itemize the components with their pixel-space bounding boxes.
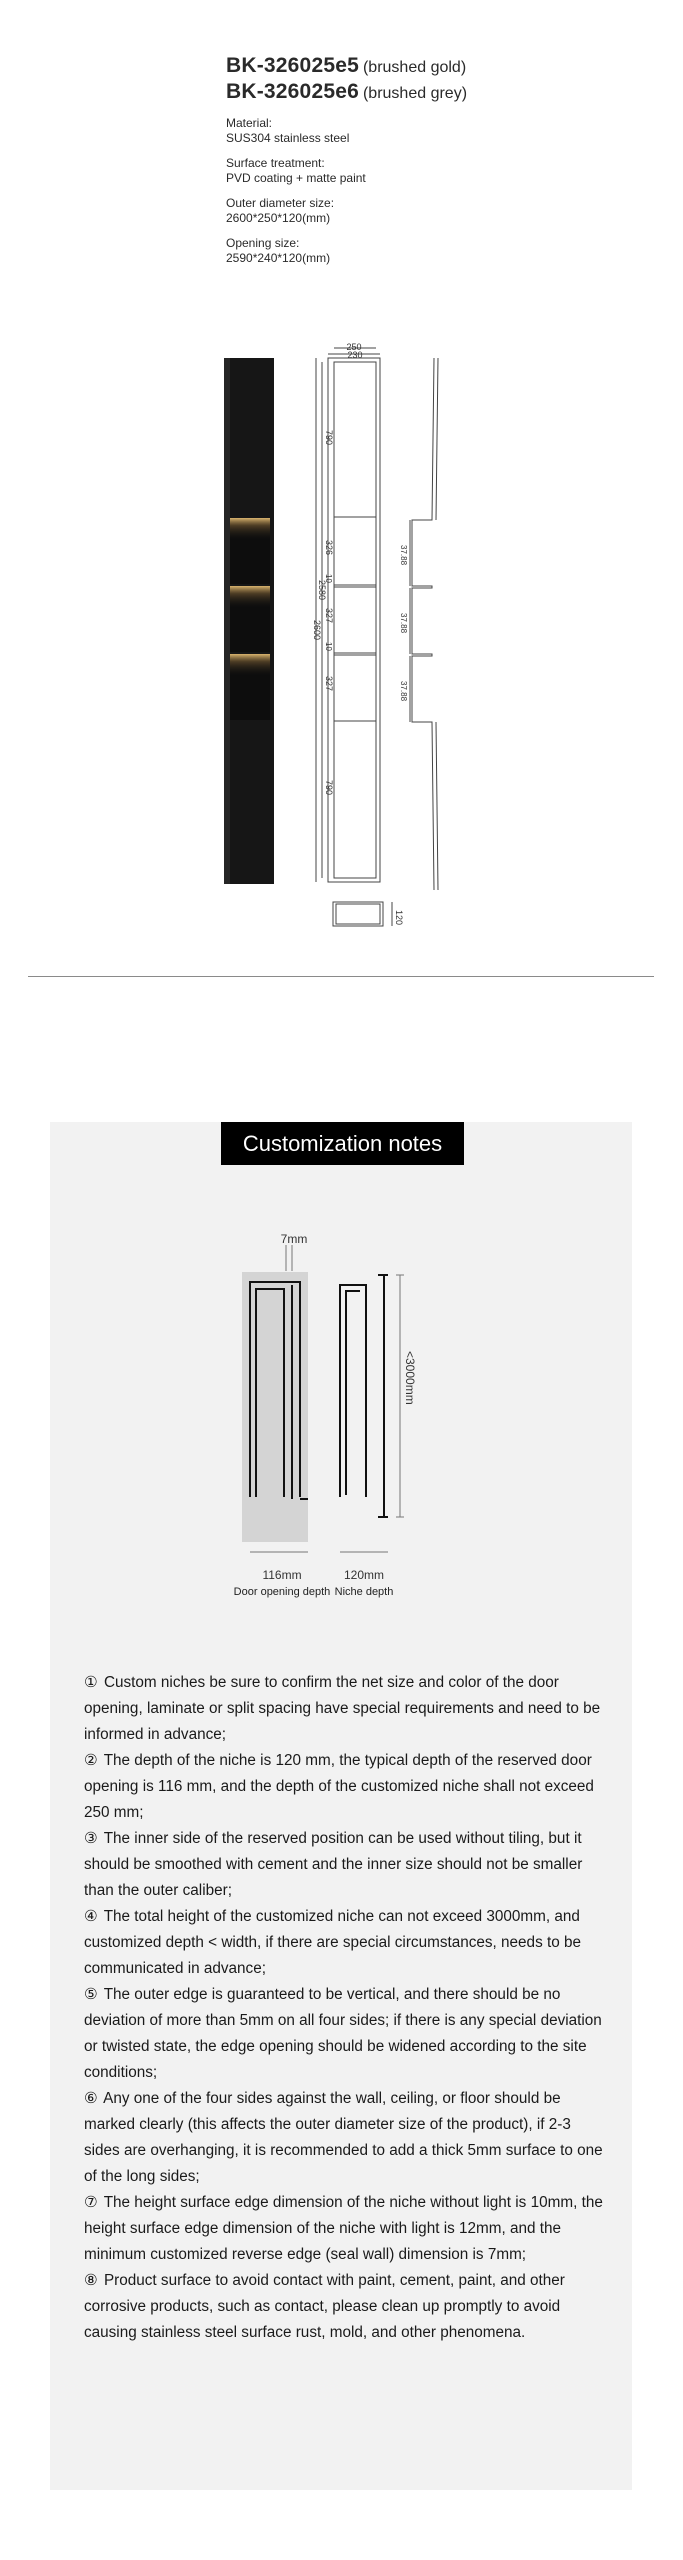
gap-label: 10 (324, 574, 333, 583)
note-number: ① (84, 1674, 98, 1691)
note-number: ④ (84, 1908, 98, 1925)
width-inner-label: 230 (347, 350, 363, 360)
height-limit-label: <3000mm (403, 1351, 417, 1405)
note-number: ⑧ (84, 2272, 98, 2289)
seg-a-label: 326 (324, 540, 334, 556)
spec-surface (226, 156, 586, 186)
note-text: Any one of the four sides against the wall, ceiling, or floor should be marked clearly (this affects the outer diameter size of the product), if 2-3 sides are overhanging, it is recommended to add a thick 5mm surface to one of the long sides; (84, 2090, 603, 2185)
spec-material (226, 116, 586, 146)
shelf-label: 37.88 (399, 681, 408, 702)
right-caption: Niche depth (334, 1586, 394, 1598)
note-item (84, 2190, 604, 2268)
depth-diagram (200, 1227, 470, 1627)
note-text: Custom niches be sure to confirm the net size and color of the door opening, laminate or split spacing have special requirements and need to be informed in advance; (84, 1674, 601, 1743)
shelf-label: 37.88 (399, 545, 408, 566)
customization-notes-panel (50, 1122, 632, 2490)
note-number: ⑦ (84, 2194, 98, 2211)
spec-opening-size (226, 236, 586, 266)
note-number: ⑤ (84, 1986, 98, 2003)
seg-b-label: 327 (324, 608, 334, 624)
note-number: ② (84, 1752, 98, 1769)
note-number: ⑥ (84, 2090, 98, 2107)
model-code: BK-326025e6 (226, 80, 359, 103)
note-item (84, 2086, 604, 2190)
note-item (84, 1904, 604, 1982)
model-code: BK-326025e5 (226, 54, 359, 77)
spec-label: Opening size: (226, 236, 300, 250)
note-text: The height surface edge dimension of the niche without light is 10mm, the height surface edge dimension of the niche with light is 12mm, and the minimum customized reverse edge (seal wall) dimension is 7mm; (84, 2194, 603, 2263)
note-item (84, 1826, 604, 1904)
spec-label: Material: (226, 116, 273, 130)
left-width-label: 116mm (262, 1568, 302, 1582)
spec-label: Outer diameter size: (226, 196, 335, 210)
seg-bottom-label: 790 (324, 780, 334, 796)
spec-label: Surface treatment: (226, 156, 325, 170)
note-item (84, 1748, 604, 1826)
spec-value: 2600*250*120(mm) (226, 211, 331, 225)
side-profile (410, 358, 438, 890)
note-text: The inner side of the reserved position can be used without tiling, but it should be smoothed with cement and the inner size should not be smaller than the outer caliber; (84, 1830, 583, 1899)
depth-label: 120 (394, 910, 404, 926)
note-item (84, 1982, 604, 2086)
notes-list (84, 1670, 604, 2346)
model-finish: (brushed gold) (362, 59, 467, 76)
product-render (224, 358, 274, 884)
section-view (333, 902, 392, 926)
note-text: The total height of the customized niche can not exceed 3000mm, and customized depth < width, if there are special circumstances, needs to be communicated in advance; (84, 1908, 581, 1977)
spec-value: SUS304 stainless steel (226, 131, 350, 145)
gap-label: 10 (324, 642, 333, 651)
note-text: The depth of the niche is 120 mm, the typical depth of the reserved door opening is 116 mm, and the depth of the customized niche shall not exceed 250 mm; (84, 1752, 594, 1821)
edge-label: 7mm (280, 1232, 308, 1246)
section-divider (28, 976, 654, 977)
model-finish: (brushed grey) (362, 85, 468, 102)
dimension-drawing (200, 342, 440, 940)
notes-title: Customization notes (221, 1122, 464, 1165)
wall-opening (242, 1272, 308, 1542)
spec-outer-size (226, 196, 586, 226)
height-total-label: 2600 (312, 620, 322, 641)
spec-value: 2590*240*120(mm) (226, 251, 331, 265)
left-caption: Door opening depth (233, 1586, 331, 1598)
product-spec (226, 54, 586, 266)
note-text: Product surface to avoid contact with paint, cement, paint, and other corrosive products, such as contact, please clean up promptly to avoid causing stainless steel surface rust, mold, and other phenomena. (84, 2272, 565, 2341)
note-item (84, 1670, 604, 1748)
niche-depth-profile (340, 1275, 388, 1517)
width-outer-label: 250 (346, 342, 362, 352)
note-item (84, 2268, 604, 2346)
spec-value: PVD coating + matte paint (226, 171, 366, 185)
shelf-label: 37.88 (399, 613, 408, 634)
note-text: The outer edge is guaranteed to be vertical, and there should be no deviation of more than 5mm on all four sides; if there is any special deviation or twisted state, the edge opening should be widened according to the site conditions; (84, 1986, 602, 2081)
seg-top-label: 790 (324, 430, 334, 446)
seg-c-label: 327 (324, 676, 334, 692)
height-inner-label: 2580 (317, 580, 327, 601)
note-number: ③ (84, 1830, 98, 1847)
model-line-gold (226, 54, 586, 80)
right-width-label: 120mm (343, 1568, 385, 1582)
model-line-grey (226, 80, 586, 106)
